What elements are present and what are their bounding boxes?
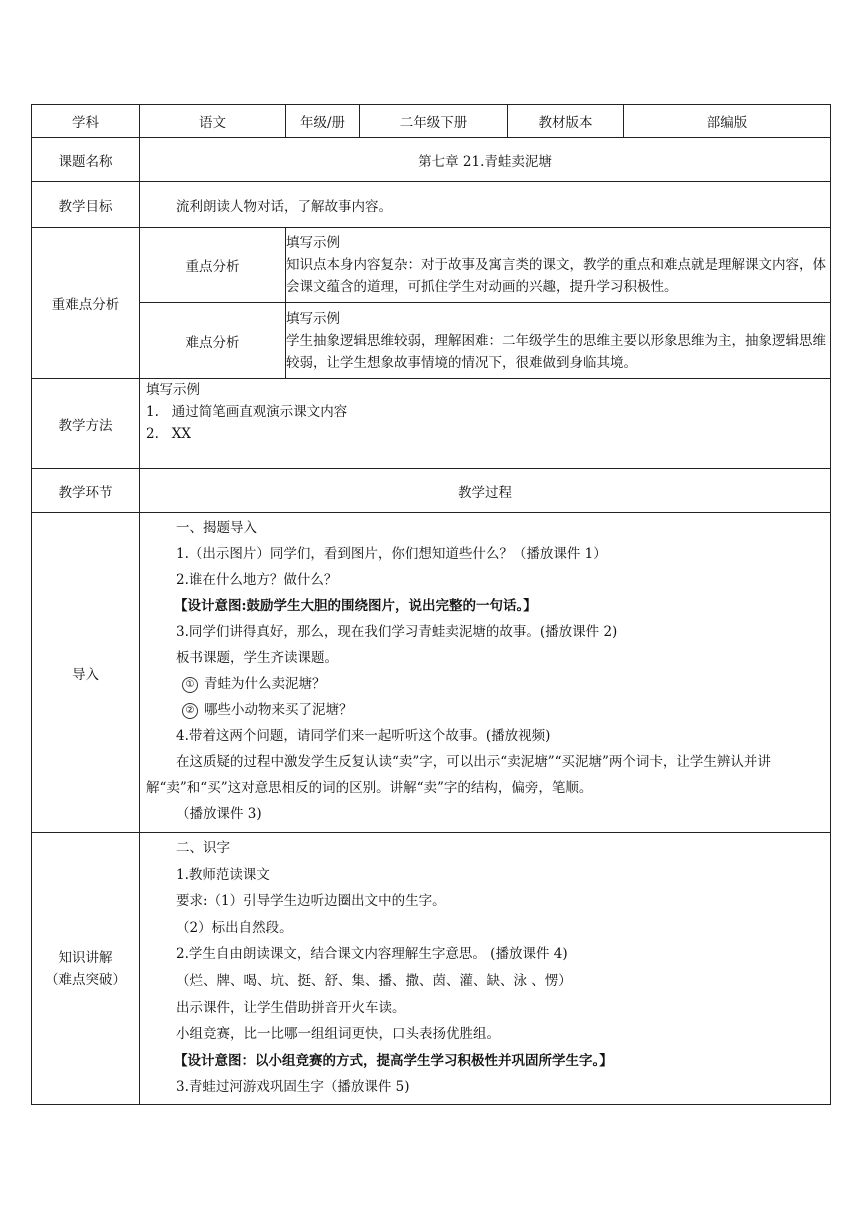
knowledge-line: 出示课件，让学生借助拼音开火车读。 <box>176 999 406 1016</box>
intro-line: 3.同学们讲得真好，那么，现在我们学习青蛙卖泥塘的故事。(播放课件 2) <box>176 624 618 640</box>
key-analysis-example: 填写示例 <box>286 235 340 251</box>
key-analysis-text: 知识点本身内容复杂：对于故事及寓言类的课文，教学的重点和难点就是理解课文内容，体会课文蕴含的道理，可抓住学生对动画的兴趣，提升学习积极性。 <box>286 257 826 295</box>
knowledge-row <box>32 833 831 1105</box>
knowledge-label-cell <box>32 833 140 1105</box>
knowledge-label: 知识讲解 <box>58 949 113 966</box>
topic-row <box>32 138 831 182</box>
knowledge-line: 小组竞赛，比一比哪一组组词更快，口头表扬优胜组。 <box>176 1026 500 1043</box>
question-2-text: 哪些小动物来买了泥塘？ <box>204 702 353 718</box>
method-item: 2. XX <box>146 426 191 442</box>
grade-label: 年级/册 <box>286 105 360 138</box>
subject-value: 语文 <box>140 105 286 138</box>
hard-analysis-example: 填写示例 <box>286 310 340 327</box>
stage-label: 教学环节 <box>32 469 140 513</box>
intro-line: 板书课题，学生齐读课题。 <box>176 650 338 666</box>
intro-line: 4.带着这两个问题，请同学们来一起听听这个故事。(播放视频) <box>176 728 551 744</box>
intro-line: （播放课件 3) <box>176 806 262 822</box>
edition-label: 教材版本 <box>508 105 624 138</box>
design-intent-1: 【设计意图:鼓励学生大胆的围绕图片，说出完整的一句话。】 <box>174 598 537 614</box>
knowledge-line: 要求:（1）引导学生边听边圈出文中的生字。 <box>176 893 446 910</box>
hard-analysis-text: 学生抽象逻辑思维较弱，理解困难：二年级学生的思维主要以形象思维为主，抽象逻辑思维较弱，让学生想象故事情境的情况下，很难做到身临其境。 <box>286 332 826 371</box>
intro-paragraph: 在这质疑的过程中激发学生反复认读“卖”字，可以出示“卖泥塘”“买泥塘”两个词卡，让学生辨认并讲解“卖”和“买”这对意思相反的词的区别。讲解“卖”字的结构，偏旁，笔顺。 <box>146 754 771 796</box>
hard-analysis-row <box>32 303 831 379</box>
intro-label: 导入 <box>32 513 140 833</box>
knowledge-line: 1.教师范读课文 <box>176 866 270 883</box>
knowledge-line: 3.青蛙过河游戏巩固生字（播放课件 5) <box>176 1079 410 1096</box>
method-item: 1. 通过简笔画直观演示课文内容 <box>146 404 348 420</box>
grade-value: 二年级下册 <box>360 105 508 138</box>
knowledge-line: （烂、牌、喝、坑、挺、舒、集、播、撒、茵、灌、缺、泳 、愣） <box>176 972 572 989</box>
design-intent-2: 【设计意图：以小组竞赛的方式，提高学生学习积极性并巩固所学生字。】 <box>174 1052 613 1069</box>
circled-two-icon: ② <box>182 703 198 719</box>
key-analysis-label: 重点分析 <box>140 228 286 303</box>
stage-header-row <box>32 469 831 513</box>
knowledge-line: （2）标出自然段。 <box>176 919 293 936</box>
intro-line: 2.谁在什么地方？做什么？ <box>176 572 338 588</box>
circled-one-icon: ① <box>182 677 198 693</box>
lesson-plan-table <box>31 104 831 1105</box>
intro-line: 一、揭题导入 <box>176 520 257 536</box>
goal-row <box>32 182 831 228</box>
stage-value: 教学过程 <box>140 469 831 513</box>
goal-value: 流利朗读人物对话，了解故事内容。 <box>176 198 392 215</box>
knowledge-line: 二、识字 <box>176 840 230 856</box>
intro-line: 1.（出示图片）同学们，看到图片，你们想知道些什么？（播放课件 1） <box>176 546 607 562</box>
question-2 <box>146 697 822 723</box>
key-analysis-row <box>32 228 831 303</box>
method-example: 填写示例 <box>146 382 200 398</box>
question-1 <box>146 671 822 697</box>
goal-label: 教学目标 <box>32 182 140 228</box>
hard-analysis-cell <box>286 303 831 379</box>
knowledge-line: 2.学生自由朗读课文，结合课文内容理解生字意思。 (播放课件 4) <box>176 946 568 963</box>
question-1-text: 青蛙为什么卖泥塘？ <box>204 676 326 692</box>
method-cell <box>140 379 831 469</box>
header-row <box>32 105 831 138</box>
edition-value: 部编版 <box>624 105 831 138</box>
intro-cell <box>140 513 831 833</box>
subject-label: 学科 <box>32 105 140 138</box>
method-row <box>32 379 831 469</box>
key-analysis-cell <box>286 228 831 303</box>
topic-value: 第七章 21.青蛙卖泥塘 <box>140 138 831 182</box>
intro-row <box>32 513 831 833</box>
knowledge-cell <box>140 833 831 1105</box>
goal-cell <box>140 182 831 228</box>
difficulty-label: 重难点分析 <box>32 228 140 379</box>
knowledge-sublabel: （难点突破） <box>45 971 126 988</box>
hard-analysis-label: 难点分析 <box>140 303 286 379</box>
topic-label: 课题名称 <box>32 138 140 182</box>
method-label: 教学方法 <box>32 379 140 469</box>
